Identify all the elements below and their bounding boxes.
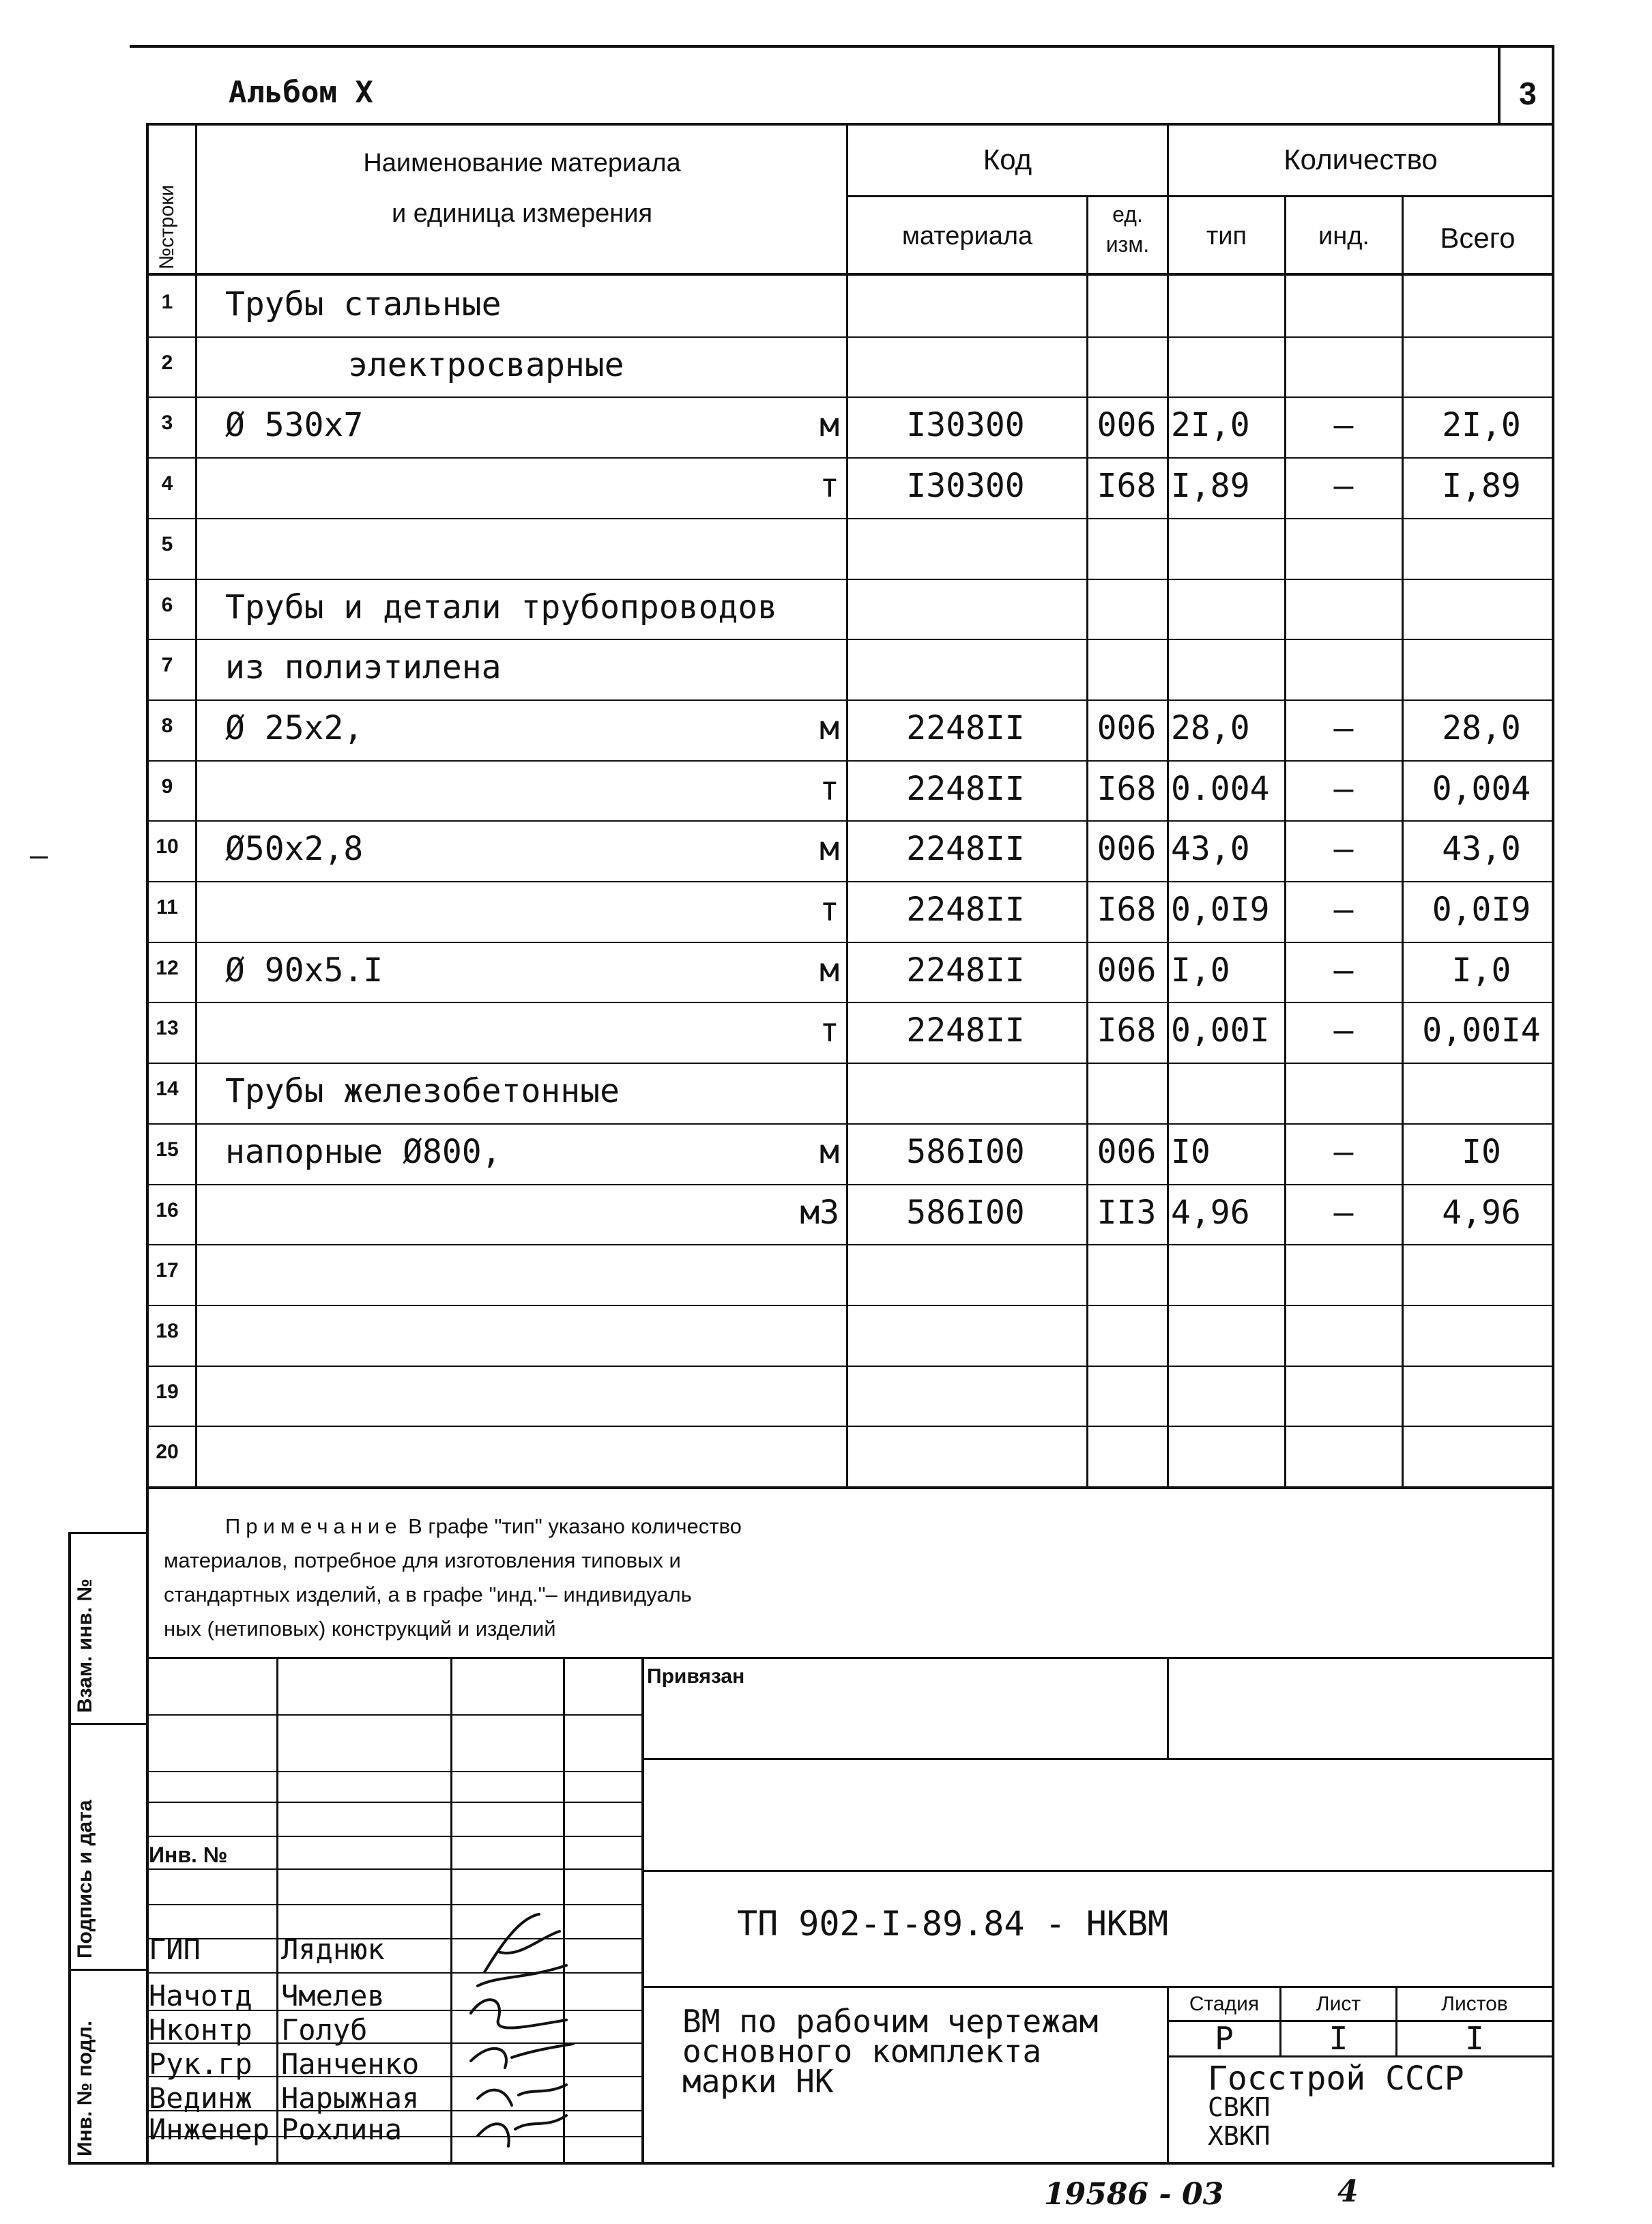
row-number: 17 bbox=[156, 1259, 179, 1282]
row-qty-ind: – bbox=[1333, 891, 1354, 929]
description-line2: основного комплекта bbox=[682, 2033, 1042, 2070]
row-qty-total: 43,0 bbox=[1442, 830, 1521, 868]
row-number: 3 bbox=[161, 411, 173, 434]
signature-role: Вединж bbox=[149, 2081, 252, 2115]
signature-name: Чмелев bbox=[281, 1979, 385, 2012]
row-unit-code: II3 bbox=[1097, 1194, 1157, 1232]
row-material-code: 2248II bbox=[906, 830, 1025, 868]
signature-role: Начотд bbox=[149, 1979, 252, 2012]
description bbox=[682, 2003, 1099, 2100]
row-material-code: I30300 bbox=[906, 467, 1025, 505]
row-unit: т bbox=[820, 770, 839, 808]
inv-label: Инв. № bbox=[149, 1843, 228, 1867]
signature-name: Панченко bbox=[281, 2047, 420, 2081]
row-material-code: 586I00 bbox=[906, 1133, 1025, 1171]
row-qty-type: I0 bbox=[1171, 1133, 1211, 1171]
row-number: 4 bbox=[161, 472, 173, 495]
organization-line1: Госстрой СССР bbox=[1208, 2060, 1464, 2098]
row-number: 18 bbox=[156, 1320, 179, 1342]
row-qty-type: I,89 bbox=[1171, 467, 1250, 505]
row-qty-type: 43,0 bbox=[1171, 830, 1250, 868]
row-name: напорные Ø800, bbox=[225, 1133, 502, 1171]
row-separator bbox=[146, 457, 1553, 459]
row-qty-total: 0,0I9 bbox=[1432, 891, 1531, 929]
row-qty-type: 0.004 bbox=[1171, 770, 1270, 808]
row-qty-ind: – bbox=[1333, 467, 1354, 505]
row-number: 8 bbox=[161, 714, 173, 737]
row-name: из полиэтилена bbox=[225, 648, 502, 687]
note-line4: ных (нетиповых) конструкций и изделий bbox=[164, 1617, 556, 1641]
row-qty-ind: – bbox=[1333, 1011, 1354, 1050]
stage-label: Стадия bbox=[1189, 1993, 1260, 2015]
row-unit: м3 bbox=[800, 1194, 839, 1232]
row-number: 14 bbox=[156, 1078, 179, 1100]
quantity-header: Количество bbox=[1284, 143, 1438, 175]
row-separator bbox=[146, 639, 1553, 640]
row-unit-code: I68 bbox=[1097, 770, 1157, 808]
row-qty-total: 4,96 bbox=[1442, 1194, 1521, 1232]
material-header: материала bbox=[901, 222, 1033, 250]
unit-header-1: ед. bbox=[1112, 202, 1143, 227]
row-separator bbox=[146, 1426, 1553, 1427]
row-qty-total: 2I,0 bbox=[1442, 406, 1521, 444]
row-number: 20 bbox=[156, 1441, 179, 1463]
row-name: Трубы и детали трубопроводов bbox=[225, 588, 778, 626]
row-separator bbox=[146, 820, 1553, 822]
row-number: 5 bbox=[161, 533, 173, 555]
row-separator bbox=[146, 1063, 1553, 1064]
row-qty-total: 0,004 bbox=[1432, 770, 1531, 808]
name-header-line1: Наименование материала bbox=[363, 149, 681, 177]
row-material-code: 586I00 bbox=[906, 1194, 1025, 1232]
note-title: Примечание bbox=[225, 1514, 403, 1538]
sheet-label: Лист bbox=[1316, 1993, 1361, 2015]
album-title: Альбом X bbox=[229, 75, 373, 110]
signature-name: Рохлина bbox=[281, 2113, 403, 2146]
row-qty-type: 2I,0 bbox=[1171, 406, 1250, 444]
sheets-value: I bbox=[1465, 2020, 1484, 2057]
row-unit-code: I68 bbox=[1097, 467, 1157, 505]
row-material-code: 2248II bbox=[906, 770, 1025, 808]
row-number: 11 bbox=[156, 896, 178, 919]
signature-name: Ляднюк bbox=[281, 1933, 385, 1966]
row-name: электросварные bbox=[348, 346, 624, 384]
row-number: 19 bbox=[156, 1381, 179, 1403]
signature-role: ГИП bbox=[149, 1933, 201, 1966]
row-qty-ind: – bbox=[1333, 1133, 1354, 1171]
row-number: 7 bbox=[161, 654, 173, 676]
organization bbox=[1208, 2060, 1464, 2151]
description-line1: ВМ по рабочим чертежам bbox=[682, 2003, 1099, 2040]
margin-tick bbox=[30, 856, 48, 858]
row-separator bbox=[146, 396, 1553, 398]
row-qty-type: I,0 bbox=[1171, 951, 1230, 990]
row-number: 6 bbox=[161, 594, 173, 616]
row-unit-code: I68 bbox=[1097, 1011, 1157, 1050]
row-material-code: I30300 bbox=[906, 406, 1025, 444]
row-unit: т bbox=[820, 891, 839, 929]
stage-value: Р bbox=[1215, 2020, 1234, 2057]
side-label-replace-inv: Взам. инв. № bbox=[74, 1578, 96, 1713]
row-unit: м bbox=[820, 1133, 839, 1171]
row-unit-code: 006 bbox=[1097, 1133, 1157, 1171]
row-separator bbox=[146, 579, 1553, 580]
note bbox=[164, 1510, 742, 1646]
row-qty-type: 4,96 bbox=[1171, 1194, 1250, 1232]
row-qty-total: I0 bbox=[1462, 1133, 1501, 1171]
side-label-inv-orig: Инв. № подл. bbox=[74, 2020, 96, 2156]
row-number: 16 bbox=[156, 1199, 179, 1222]
row-number: 1 bbox=[161, 291, 173, 313]
organization-line2: СВКП bbox=[1208, 2092, 1271, 2122]
row-unit: м bbox=[820, 951, 839, 990]
row-material-code: 2248II bbox=[906, 1011, 1025, 1050]
handwritten-signatures bbox=[457, 1911, 580, 2156]
row-number-header: №строки bbox=[156, 184, 178, 270]
note-line2: материалов, потребное для изготовления типовых и bbox=[164, 1548, 681, 1572]
row-qty-ind: – bbox=[1333, 709, 1354, 747]
row-separator bbox=[146, 1366, 1553, 1367]
row-separator bbox=[146, 1486, 1553, 1488]
row-unit-code: I68 bbox=[1097, 891, 1157, 929]
signature-name: Голуб bbox=[281, 2013, 368, 2047]
row-name: Ø 530x7 bbox=[225, 406, 364, 444]
row-separator bbox=[146, 1305, 1553, 1306]
row-separator bbox=[146, 881, 1553, 882]
row-qty-type: 0,00I bbox=[1171, 1011, 1270, 1050]
row-material-code: 2248II bbox=[906, 709, 1025, 747]
ind-header: инд. bbox=[1318, 222, 1370, 250]
row-unit: м bbox=[820, 830, 839, 868]
signature-role: Нконтр bbox=[149, 2013, 252, 2047]
row-qty-total: I,89 bbox=[1442, 467, 1521, 505]
row-name: Трубы железобетонные bbox=[225, 1072, 620, 1110]
signature-role: Рук.гр bbox=[149, 2047, 252, 2081]
row-name: Ø 25x2, bbox=[225, 709, 364, 747]
side-label-signature-date: Подпись и дата bbox=[74, 1800, 96, 1959]
footer-sheet: 4 bbox=[1337, 2174, 1359, 2209]
row-separator bbox=[146, 1123, 1553, 1125]
row-unit: м bbox=[820, 406, 839, 444]
description-line3: марки НК bbox=[682, 2063, 834, 2100]
signature-role: Инженер bbox=[149, 2113, 270, 2146]
row-number: 9 bbox=[161, 775, 173, 798]
row-qty-type: 28,0 bbox=[1171, 709, 1250, 747]
document-code: ТП 902-I-89.84 - НКВМ bbox=[737, 1904, 1169, 1944]
row-unit: т bbox=[820, 467, 839, 505]
row-name: Ø50x2,8 bbox=[225, 830, 364, 868]
organization-line3: ХВКП bbox=[1208, 2121, 1271, 2151]
row-separator bbox=[146, 1244, 1553, 1245]
row-unit-code: 006 bbox=[1097, 709, 1157, 747]
row-qty-ind: – bbox=[1333, 1194, 1354, 1232]
footer-number: 19586 - 03 bbox=[1044, 2177, 1224, 2212]
row-separator bbox=[146, 1002, 1553, 1003]
row-unit: м bbox=[820, 709, 839, 747]
row-name: Трубы стальные bbox=[225, 285, 502, 323]
row-material-code: 2248II bbox=[906, 891, 1025, 929]
row-separator bbox=[146, 942, 1553, 943]
row-unit-code: 006 bbox=[1097, 406, 1157, 444]
page-number: 3 bbox=[1519, 76, 1537, 111]
row-qty-type: 0,0I9 bbox=[1171, 891, 1270, 929]
row-name: Ø 90x5.I bbox=[225, 951, 383, 990]
row-material-code: 2248II bbox=[906, 951, 1025, 990]
row-separator bbox=[146, 336, 1553, 338]
row-number: 10 bbox=[156, 835, 179, 858]
row-unit-code: 006 bbox=[1097, 830, 1157, 868]
row-qty-ind: – bbox=[1333, 951, 1354, 990]
row-qty-total: 0,00I4 bbox=[1422, 1011, 1541, 1050]
bound-label: Привязан bbox=[647, 1665, 745, 1688]
type-header: тип bbox=[1206, 222, 1247, 250]
code-header: Код bbox=[983, 143, 1032, 175]
row-separator bbox=[146, 1184, 1553, 1185]
row-qty-ind: – bbox=[1333, 770, 1354, 808]
row-number: 12 bbox=[156, 957, 179, 979]
row-qty-ind: – bbox=[1333, 830, 1354, 868]
signature-name: Нарыжная bbox=[281, 2081, 420, 2115]
row-number: 15 bbox=[156, 1138, 179, 1161]
total-header: Всего bbox=[1440, 222, 1516, 254]
note-line3: стандартных изделий, а в графе "инд."– индивидуаль bbox=[164, 1583, 692, 1606]
name-header-line2: и единица измерения bbox=[391, 199, 653, 228]
unit-header-2: изм. bbox=[1105, 232, 1150, 257]
sheets-label: Листов bbox=[1441, 1993, 1508, 2015]
row-unit-code: 006 bbox=[1097, 951, 1157, 990]
row-qty-ind: – bbox=[1333, 406, 1354, 444]
row-qty-total: 28,0 bbox=[1442, 709, 1521, 747]
sheet-value: I bbox=[1329, 2020, 1348, 2057]
row-unit: т bbox=[820, 1011, 839, 1050]
row-number: 2 bbox=[161, 351, 173, 374]
row-qty-total: I,0 bbox=[1451, 951, 1511, 990]
row-separator bbox=[146, 518, 1553, 519]
row-separator bbox=[146, 699, 1553, 701]
row-separator bbox=[146, 760, 1553, 762]
note-line1 bbox=[164, 1510, 742, 1544]
note-text: В графе "тип" указано количество bbox=[408, 1514, 742, 1538]
row-number: 13 bbox=[156, 1017, 179, 1039]
